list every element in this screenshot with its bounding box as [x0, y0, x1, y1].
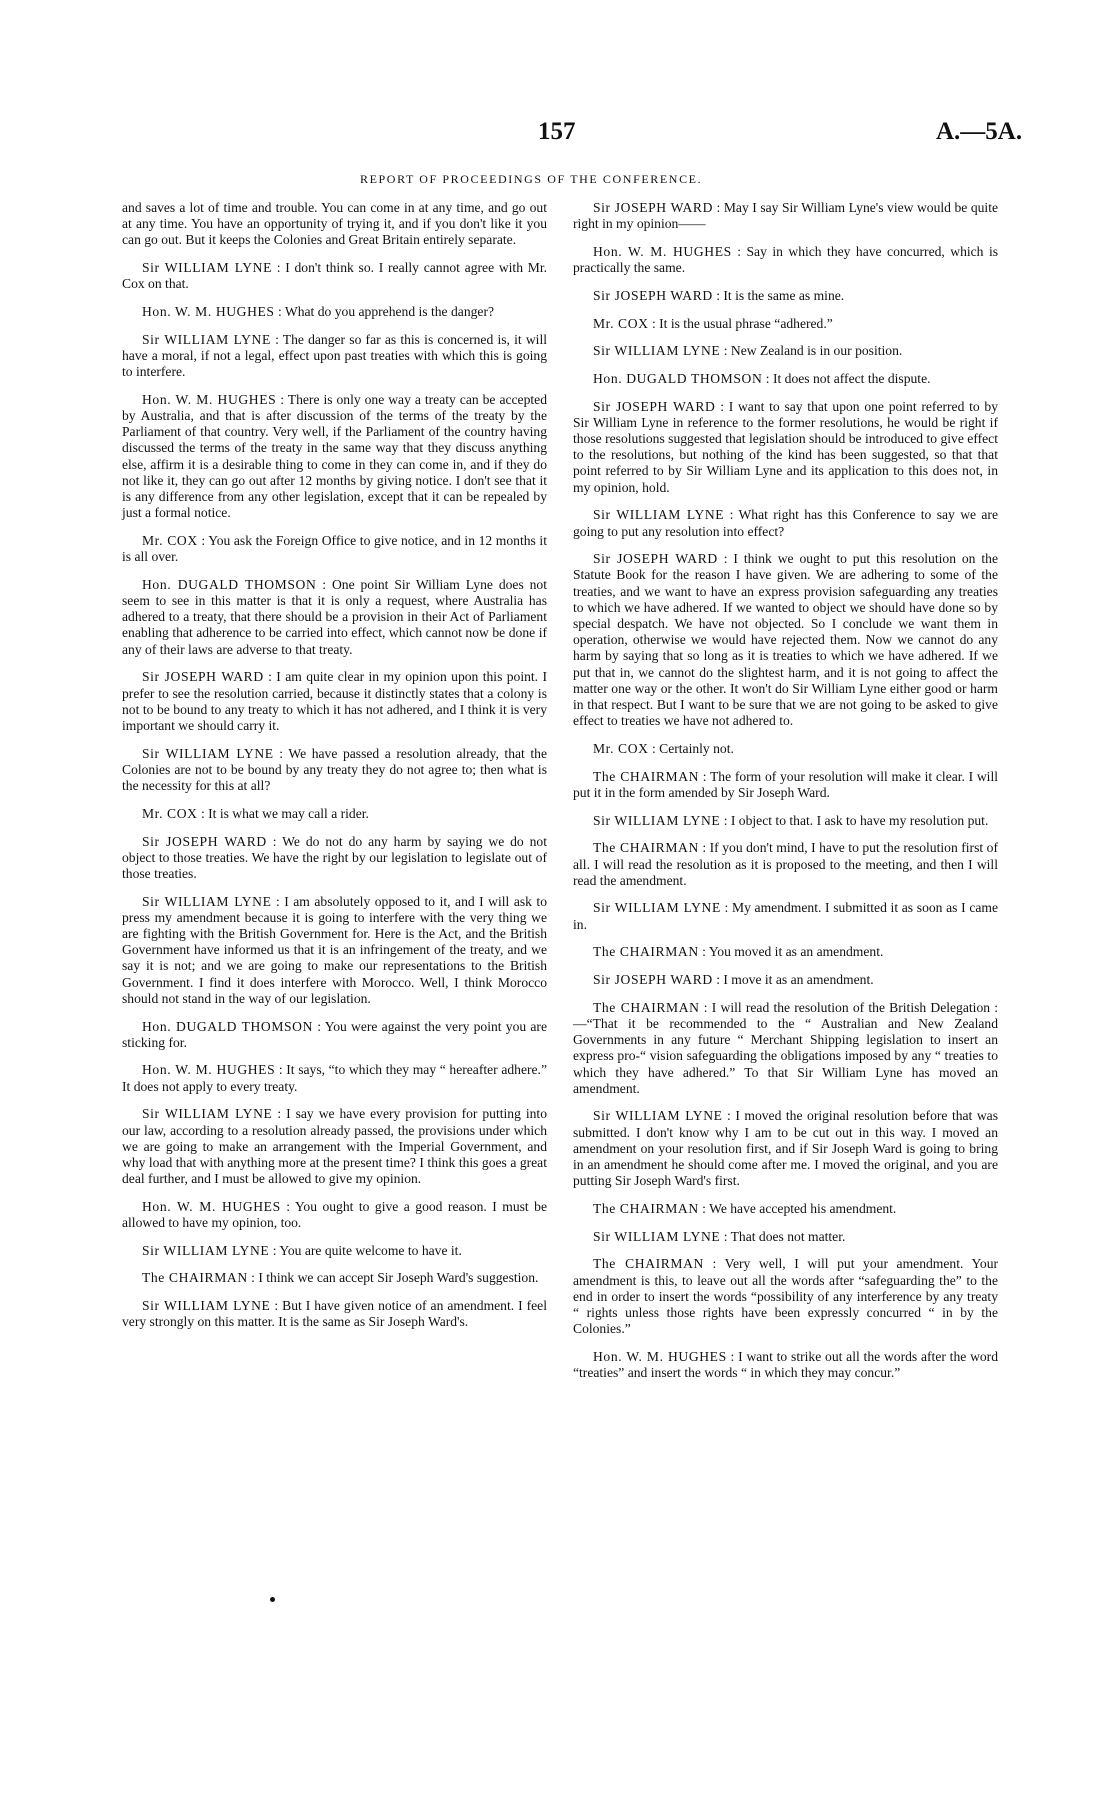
speech-paragraph: Sir WILLIAM LYNE : I moved the original resolution before that was submitted. I don't know why I am to be cut out in this way. I moved an amendment on your resolution first, and if Sir Joseph Ward is going to bring in an amendment he should come after me. I moved the original, and you are putting Sir Joseph Ward's first. [573, 1108, 998, 1189]
speech-paragraph: Sir JOSEPH WARD : I move it as an amendment. [593, 972, 874, 988]
speech-paragraph: The CHAIRMAN : Very well, I will put your amendment. Your amendment is this, to leave out all the words after “safeguarding the” to the end in order to insert the words “possibility of any interference by any treaty “ rights unless those rights have been expressly concurred “ in by the Colonies.” [573, 1256, 999, 1337]
speaker-name: Sir WILLIAM LYNE [142, 260, 272, 276]
speech-text: One point Sir William Lyne does not seem to see in this matter is that it is only a request, where Australia has adhered to a treaty, that there should be a provision in their Act of Parliament enabling that adherence to be carried into effect, which cannot now be done if any of their laws are adverse to that treaty. [122, 576, 548, 657]
speech-text: The danger so far as this is concerned is, it will have a moral, if not a legal, effect upon past treaties with which this is going to interfere. [122, 331, 547, 380]
speech-paragraph: Sir JOSEPH WARD : I want to say that upon one point referred to by Sir William Lyne in reference to the former resolutions, he would be right if those resolutions suggested that legislation should be introduced to give effect to the resolutions, but nothing of the kind has been suggested, so that that point referred to by Sir William Lyne and its application to this does not, in my opinion, hold. [573, 398, 999, 495]
speech-text: I am quite clear in my opinion upon this point. I prefer to see the resolution carried, because it distinctly states that a colony is not to be bound to any treaty to which it has not adhered, and I think it is very important we should carry it. [122, 669, 547, 733]
speech-paragraph: Sir JOSEPH WARD : We do not do any harm by saying we do not object to those treaties. We have the right by our legislation to legislate out of those treaties. [122, 833, 547, 881]
speech-text: You are quite welcome to have it. [279, 1242, 462, 1258]
speech-paragraph: Hon. W. M. HUGHES : I want to strike out all the words after the word “treaties” and insert the words “ in which they may concur.” [573, 1348, 999, 1381]
speaker-name: Hon. W. M. HUGHES [142, 304, 275, 320]
speech-text: If you don't mind, I have to put the resolution first of all. I will read the resolution as it is proposed to the meeting, and then I will read the amendment. [573, 840, 998, 888]
left-column [122, 200, 547, 1342]
speech-text: My amendment. I submitted it as soon as I came in. [573, 900, 999, 932]
speech-paragraph: Hon. W. M. HUGHES : There is only one way a treaty can be accepted by Australia, and that is after discussion of the terms of the treaty by the Parliament of that country. Very well, if the Parliament of the country having discussed the terms of the treaty in the same way that they discuss anything else, affirm it is a desirable thing to come in they can come in, and if they do not like it, they can go out after 12 months by giving notice. I don't see that it is any difference from any other legislation, except that it can be repealed by just a formal notice. [122, 391, 547, 521]
speech-paragraph: Sir WILLIAM LYNE : I don't think so. I really cannot agree with Mr. Cox on that. [122, 260, 548, 292]
speech-text: and saves a lot of time and trouble. You can come in at any time, and go out at any time. You have an opportunity of trying it, and if you don't like it you can go out. But it keeps the Colonies and Great Britain entirely separate. [122, 200, 547, 248]
speech-paragraph: The CHAIRMAN : I think we can accept Sir Joseph Ward's suggestion. [142, 1270, 539, 1286]
speech-text: It is the usual phrase “adhered.” [659, 315, 833, 331]
speech-paragraph: Sir WILLIAM LYNE : But I have given notice of an amendment. I feel very strongly on this matter. It is the same as Sir Joseph Ward's. [122, 1298, 547, 1330]
speech-paragraph: Hon. W. M. HUGHES : Say in which they have concurred, which is practically the same. [573, 243, 999, 276]
speaker-name: Mr. COX [593, 740, 649, 756]
speaker-name: The CHAIRMAN [593, 999, 700, 1015]
speaker-name: Sir JOSEPH WARD [593, 551, 718, 567]
speaker-name: Sir JOSEPH WARD [593, 287, 713, 303]
speech-paragraph: Hon. DUGALD THOMSON : One point Sir William Lyne does not seem to see in this matter is that it is only a request, where Australia has adhered to a treaty, that there should be a provision in their Act of Parliament enabling that adherence to be carried into effect, which cannot now be done if any of their laws are adverse to that treaty. [122, 576, 548, 657]
speaker-name: Sir WILLIAM LYNE [142, 1298, 271, 1314]
speaker-name: Sir JOSEPH WARD [142, 833, 267, 849]
speech-paragraph: Mr. COX : It is what we may call a rider. [142, 805, 369, 821]
speech-text: What do you apprehend is the danger? [284, 304, 495, 320]
speaker-name: Sir WILLIAM LYNE [142, 1242, 270, 1258]
speaker-name: Sir WILLIAM LYNE [593, 507, 725, 523]
speech-text: I think we can accept Sir Joseph Ward's suggestion. [258, 1270, 539, 1286]
speech-paragraph: Sir WILLIAM LYNE : We have passed a resolution already, that the Colonies are not to be bound by any treaty they do not agree to; then what is the necessity for this at all? [122, 745, 548, 794]
speech-text: Very well, I will put your amendment. Your amendment is this, to leave out all the words after “safeguarding the” to the end in order to insert the words “possibility of any interference by any treaty “ rights unless those rights have been expressly concurred “ in by the Colonies.” [573, 1256, 999, 1337]
speech-paragraph: Hon. DUGALD THOMSON : You were against the very point you are sticking for. [122, 1018, 547, 1050]
speech-paragraph: Sir WILLIAM LYNE : I say we have every provision for putting into our law, according to a resolution already passed, the provisions under which we are going to make an arrangement with the Imperial Government, and why load that with anything more at the present time? I think this goes a great deal further, and I must be allowed to give my opinion. [122, 1106, 548, 1187]
speech-text: I will read the resolution of the British Delegation :—“That it be recommended to the “ Australian and New Zealand Governments in any future “ Merchant Shipping legislation to insert an express pro-“ vision safeguarding the obligations imposed by any “ treaties to which they have adhered.” To that Sir William Lyne has moved an amendment. [573, 999, 999, 1096]
document-reference: A.—5A. [936, 118, 1023, 145]
speaker-name: Mr. COX [142, 532, 198, 548]
speech-text: I don't think so. I really cannot agree with Mr. Cox on that. [122, 260, 548, 292]
speech-paragraph: The CHAIRMAN : We have accepted his amendment. [593, 1200, 897, 1216]
printing-dot [270, 1597, 275, 1602]
speaker-name: Sir WILLIAM LYNE [142, 893, 272, 909]
speech-paragraph: Mr. COX : You ask the Foreign Office to give notice, and in 12 months it is all over. [122, 532, 547, 565]
speech-paragraph: Sir JOSEPH WARD : May I say Sir William Lyne's view would be quite right in my opinion—— [573, 200, 999, 232]
speaker-name: The CHAIRMAN [593, 768, 700, 784]
speech-text: I moved the original resolution before that was submitted. I don't know why I am to be cut out in this way. I moved an amendment on your resolution first, and if Sir Joseph Ward is going to bring in an amendment he should come after me. I moved the original, and you are putting Sir Joseph Ward's first. [573, 1108, 998, 1189]
speaker-name: Sir WILLIAM LYNE [593, 343, 721, 359]
speech-paragraph: Mr. COX : It is the usual phrase “adhered.” [593, 315, 833, 331]
speaker-name: Hon. W. M. HUGHES [142, 391, 277, 407]
speech-text: It does not affect the dispute. [772, 370, 931, 386]
speaker-name: Mr. COX [593, 315, 649, 331]
speech-paragraph: Hon. W. M. HUGHES : You ought to give a good reason. I must be allowed to have my opinion, too. [122, 1198, 547, 1231]
speech-text: The form of your resolution will make it clear. I will put it in the form amended by Sir Joseph Ward. [573, 768, 999, 800]
speech-text: I object to that. I ask to have my resolution put. [730, 812, 989, 828]
speech-text: We have accepted his amendment. [709, 1200, 897, 1216]
speaker-name: Hon. DUGALD THOMSON [142, 576, 317, 592]
speaker-name: Hon. W. M. HUGHES [142, 1198, 281, 1214]
speaker-name: Sir JOSEPH WARD [593, 972, 713, 988]
speaker-name: Hon. DUGALD THOMSON [142, 1018, 314, 1034]
speech-paragraph: Sir JOSEPH WARD : I am quite clear in my opinion upon this point. I prefer to see the resolution carried, because it distinctly states that a colony is not to be bound to any treaty to which it has not adhered, and I think it is very important we should carry it. [122, 669, 547, 733]
speaker-name: Sir WILLIAM LYNE [593, 1228, 721, 1244]
speech-text: I want to say that upon one point referred to by Sir William Lyne in reference to the former resolutions, he would be right if those resolutions suggested that legislation should be introduced to give effect to the resolutions, but nothing of the kind has been suggested, so that that point referred to by Sir William Lyne and its application to this does not, in my opinion, hold. [573, 398, 999, 495]
speech-paragraph: Hon. W. M. HUGHES : What do you apprehend is the danger? [142, 304, 495, 320]
speaker-name: The CHAIRMAN [593, 1256, 704, 1272]
page-number: 157 [538, 118, 576, 145]
speech-text: Say in which they have concurred, which is practically the same. [573, 243, 999, 276]
speech-text: New Zealand is in our position. [730, 343, 903, 359]
speaker-name: The CHAIRMAN [142, 1270, 248, 1286]
speech-paragraph: Sir WILLIAM LYNE : New Zealand is in our position. [593, 343, 903, 359]
speech-paragraph: Sir WILLIAM LYNE : You are quite welcome to have it. [142, 1242, 462, 1258]
speech-text: Certainly not. [659, 740, 734, 756]
speech-paragraph: Sir WILLIAM LYNE : I object to that. I ask to have my resolution put. [593, 812, 989, 828]
speaker-name: Sir WILLIAM LYNE [142, 1106, 273, 1122]
speaker-name: Hon. W. M. HUGHES [142, 1062, 276, 1078]
speech-text: We have passed a resolution already, that the Colonies are not to be bound by any treaty they do not agree to; then what is the necessity for this at all? [122, 745, 548, 794]
speech-paragraph: The CHAIRMAN : I will read the resolution of the British Delegation :—“That it be recommended to the “ Australian and New Zealand Governments in any future “ Merchant Shipping legislation to insert an express pro-“ vision safeguarding the obligations imposed by any “ treaties to which they have adhered.” To that Sir William Lyne has moved an amendment. [573, 999, 999, 1096]
speech-text: But I have given notice of an amendment. I feel very strongly on this matter. It is the same as Sir Joseph Ward's. [122, 1298, 547, 1330]
speaker-name: The CHAIRMAN [593, 840, 699, 856]
speech-paragraph: The CHAIRMAN : You moved it as an amendment. [593, 944, 884, 960]
speaker-name: Sir WILLIAM LYNE [593, 900, 721, 916]
speech-text: May I say Sir William Lyne's view would be quite right in my opinion—— [573, 200, 999, 232]
speech-paragraph: Sir JOSEPH WARD : I think we ought to put this resolution on the Statute Book for the reason I have given. We are adhering to some of the treaties, and we want to have an express provision safeguarding any treaties to which we have adhered. If we wanted to object we should have done so by special despatch. We have not objected. So I conclude we want them in operation, otherwise we would have rejected them. Now we cannot do any harm by saying that so long as it is treaties to which we have adhered. If we put that in, we cannot do the slightest harm, and it is not going to affect the matter one way or the other. It won't do Sir William Lyne either good or harm in that respect. But I want to be sure that we are not going to be asked to give effect to treaties we have not adhered to. [573, 551, 998, 729]
speech-text: I say we have every provision for putting into our law, according to a resolution already passed, the provisions under which we are going to make an arrangement with the Imperial Government, and why load that with anything more at the present time? I think this goes a great deal further, and I must be allowed to give my opinion. [122, 1106, 548, 1187]
speech-text: You moved it as an amendment. [708, 944, 884, 960]
speaker-name: Mr. COX [142, 805, 198, 821]
speech-paragraph: Hon. DUGALD THOMSON : It does not affect the dispute. [593, 370, 931, 386]
speech-text: You were against the very point you are sticking for. [122, 1018, 547, 1050]
speech-text: It says, “to which they may “ hereafter adhere.” It does not apply to every treaty. [122, 1062, 547, 1094]
speaker-name: The CHAIRMAN [593, 944, 699, 960]
speech-paragraph: Hon. W. M. HUGHES : It says, “to which they may “ hereafter adhere.” It does not apply to every treaty. [122, 1062, 547, 1094]
speaker-name: Hon. DUGALD THOMSON [593, 370, 763, 386]
speech-text: There is only one way a treaty can be accepted by Australia, and that is after discussion of the terms of the treaty by the Parliament of that country. Very well, if the Parliament of the country having discussed the terms of the treaty in the same way that they discuss anything else, affirm it is a desirable thing to come in they can come in, and if they do not like it, they can go out after 12 months by giving notice. I don't see that it is any difference from any other legislation, except that it can be repealed by just a formal notice. [122, 391, 547, 521]
speech-paragraph: The CHAIRMAN : If you don't mind, I have to put the resolution first of all. I will read the resolution as it is proposed to the meeting, and then I will read the amendment. [573, 840, 998, 888]
speech-text: That does not matter. [730, 1228, 846, 1244]
speech-text: You ought to give a good reason. I must be allowed to have my opinion, too. [122, 1198, 547, 1231]
speaker-name: Sir WILLIAM LYNE [142, 331, 271, 347]
speech-paragraph: The CHAIRMAN : The form of your resolution will make it clear. I will put it in the form amended by Sir Joseph Ward. [573, 768, 999, 800]
speech-text: It is what we may call a rider. [208, 805, 369, 821]
speech-paragraph: Sir JOSEPH WARD : It is the same as mine. [593, 287, 845, 303]
speaker-name: Sir WILLIAM LYNE [593, 1108, 723, 1124]
speech-text: I think we ought to put this resolution on the Statute Book for the reason I have given. We are adhering to some of the treaties, and we want to have an express provision safeguarding any treaties to which we have adhered. If we wanted to object we should have done so by special despatch. We have not objected. So I conclude we want them in operation, otherwise we would have rejected them. Now we cannot do any harm by saying that so long as it is treaties to which we have adhered. If we put that in, we cannot do the slightest harm, and it is not going to affect the matter one way or the other. It won't do Sir William Lyne either good or harm in that respect. But I want to be sure that we are not going to be asked to give effect to treaties we have not adhered to. [573, 551, 998, 729]
speech-text: You ask the Foreign Office to give notice, and in 12 months it is all over. [122, 532, 547, 565]
speech-text: What right has this Conference to say we are going to put any resolution into effect? [573, 507, 998, 539]
speaker-name: Sir JOSEPH WARD [593, 200, 714, 215]
speech-text: We do not do any harm by saying we do not object to those treaties. We have the right by our legislation to legislate out of those treaties. [122, 833, 547, 881]
right-column [573, 200, 998, 1393]
speech-paragraph: Sir WILLIAM LYNE : That does not matter. [593, 1228, 846, 1244]
speech-text: It is the same as mine. [723, 287, 845, 303]
speech-paragraph: Sir WILLIAM LYNE : The danger so far as this is concerned is, it will have a moral, if not a legal, effect upon past treaties with which this is going to interfere. [122, 331, 547, 380]
speech-text: I move it as an amendment. [723, 972, 874, 988]
speaker-name: Sir JOSEPH WARD [142, 669, 264, 685]
speech-text: I am absolutely opposed to it, and I will ask to press my amendment because it is going to interfere with the very thing we are fighting with the British Government for. Here is the Act, and the British Government have informed us that it is an infringement of the treaty, and we say it is not; and we are going to make our representations to the British Government. I find it does interfere with Morocco. Well, I think Morocco should not stand in the way of our legislation. [122, 893, 547, 1006]
speaker-name: The CHAIRMAN [593, 1200, 699, 1216]
speech-paragraph: Sir WILLIAM LYNE : What right has this Conference to say we are going to put any resolution into effect? [573, 507, 998, 539]
speaker-name: Sir WILLIAM LYNE [593, 812, 721, 828]
speech-paragraph: Mr. COX : Certainly not. [593, 740, 734, 756]
speaker-name: Hon. W. M. HUGHES [593, 243, 732, 259]
speech-text: I want to strike out all the words after the word “treaties” and insert the words “ in which they may concur.” [573, 1348, 999, 1381]
speech-paragraph: Sir WILLIAM LYNE : I am absolutely opposed to it, and I will ask to press my amendment because it is going to interfere with the very thing we are fighting with the British Government for. Here is the Act, and the British Government have informed us that it is an infringement of the treaty, and we say it is not; and we are going to make our representations to the British Government. I find it does interfere with Morocco. Well, I think Morocco should not stand in the way of our legislation. [122, 893, 547, 1006]
speaker-name: Sir JOSEPH WARD [593, 398, 716, 414]
running-head: REPORT OF PROCEEDINGS OF THE CONFERENCE. [360, 172, 703, 186]
speaker-name: Hon. W. M. HUGHES [593, 1348, 727, 1364]
speech-paragraph [122, 200, 547, 249]
speech-paragraph: Sir WILLIAM LYNE : My amendment. I submitted it as soon as I came in. [573, 900, 999, 932]
speaker-name: Sir WILLIAM LYNE [142, 745, 274, 761]
